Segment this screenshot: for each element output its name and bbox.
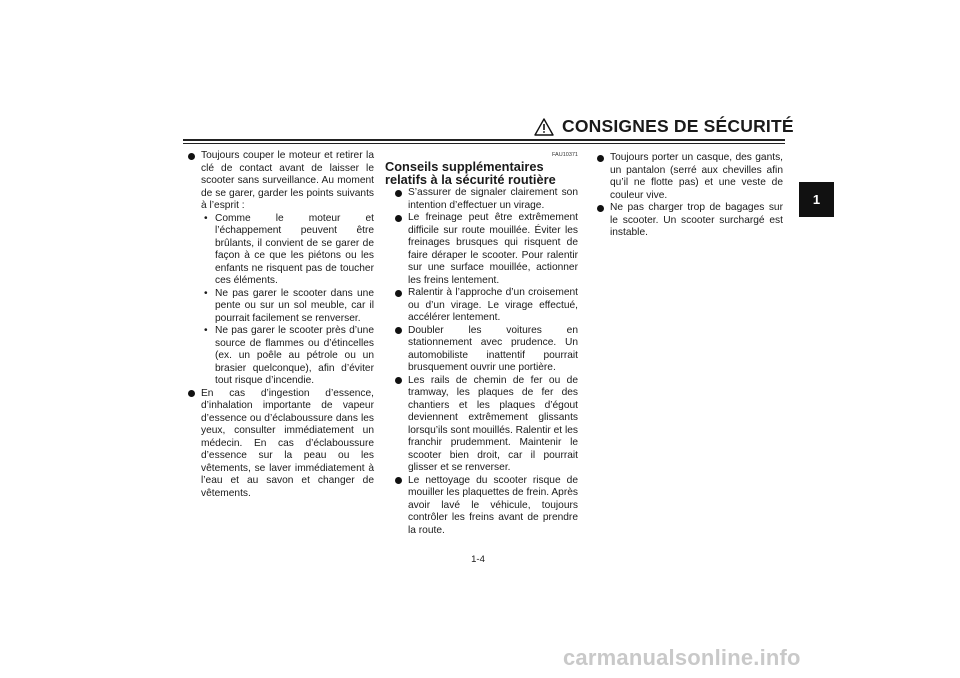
sub-bullet-text: Ne pas garer le scooter près d’une source de flammes ou d’étincelles (ex. un poêle au pétrole ou un brasier quelconque), afin d’éviter tout risque d’incendie. (215, 325, 374, 386)
bullet-text: Les rails de chemin de fer ou de tramway, les plaques de fer des chantiers et les plaques d’égout deviennent extrêmement glissants lorsqu’ils sont mouillés. Ralentir et les franchir prudemment. Maintenir le scooter bien droit, car il pourrait glisser et se renverser. (408, 374, 578, 473)
watermark: carmanualsonline.info (563, 645, 801, 670)
bullet-icon (597, 205, 604, 212)
bullet-text: En cas d’ingestion d’essence, d’inhalation importante de vapeur d’essence ou d’éclaboussure dans les yeux, consulter immédiatement un médecin. En cas d’éclaboussure d’essence sur la peau ou les vêtements, se laver immédiatement à l’eau et au savon et changer de vêtements. (201, 387, 374, 499)
page-title: CONSIGNES DE SÉCURITÉ (562, 116, 794, 136)
bullet-icon (395, 377, 402, 384)
bullet-icon (395, 190, 402, 197)
bullet-icon (395, 477, 402, 484)
header-rule-top (183, 139, 785, 141)
sub-bullet-icon: • (204, 212, 208, 224)
header-rule-bottom (183, 143, 785, 144)
bullet-item (395, 287, 578, 325)
bullet-text: Toujours couper le moteur et retirer la clé de contact avant de laisser le scooter sans surveillance. Au moment de se garer, garder les points suivants à l’esprit : (201, 150, 374, 211)
bullet-icon (395, 215, 402, 222)
bullet-item (395, 212, 578, 287)
bullet-item (597, 152, 783, 202)
bullet-item (395, 375, 578, 475)
bullet-icon (188, 390, 195, 397)
column-3 (597, 152, 783, 240)
bullet-icon (188, 153, 195, 160)
bullet-item (395, 187, 578, 212)
sub-bullet-text: Comme le moteur et l’échappement peuvent être brûlants, il convient de se garer de façon à ce que les piétons ou les enfants ne risquent pas de toucher ces éléments. (215, 212, 374, 286)
sub-bullet-item (188, 288, 374, 326)
chapter-tab: 1 (799, 182, 834, 217)
column-1 (188, 150, 374, 500)
bullet-item (188, 388, 374, 501)
bullet-item (395, 325, 578, 375)
bullet-icon (395, 290, 402, 297)
warning-triangle-icon (534, 118, 554, 136)
bullet-text: S’assurer de signaler clairement son intention d’effectuer un virage. (408, 187, 578, 211)
page-number: 1-4 (471, 554, 485, 565)
section-heading: Conseils supplémentaires relatifs à la sécurité routière (385, 159, 556, 187)
bullet-text: Ne pas charger trop de bagages sur le scooter. Un scooter surchargé est instable. (610, 202, 783, 238)
sub-bullet-icon: • (204, 325, 208, 336)
bullet-text: Le nettoyage du scooter risque de mouiller les plaquettes de frein. Après avoir lavé le véhicule, toujours contrôler les freins avant de prendre la route. (408, 474, 578, 536)
bullet-icon (597, 155, 604, 162)
bullet-item (188, 150, 374, 213)
column-2 (385, 152, 578, 537)
reference-code: FAU10371 (552, 152, 578, 158)
bullet-text: Doubler les voitures en stationnement avec prudence. Un automobiliste inattentif pourrait brusquement ouvrir une portière. (408, 324, 578, 373)
sub-bullet-text: Ne pas garer le scooter dans une pente ou sur un sol meuble, car il pourrait facilement se renverser. (215, 287, 374, 324)
bullet-item (395, 475, 578, 538)
bullet-text: Le freinage peut être extrêmement difficile sur route mouillée. Éviter les freinages brusques qui risquent de faire déraper le scooter. Pour ralentir sur une surface mouillée, actionner les freins lentement. (408, 212, 578, 286)
sub-bullet-icon: • (204, 287, 208, 299)
bullet-icon (395, 327, 402, 334)
sub-bullet-item (188, 213, 374, 288)
bullet-item (597, 202, 783, 240)
sub-bullet-item (188, 325, 374, 388)
bullet-text: Ralentir à l’approche d’un croisement ou d’un virage. Le virage effectué, accélérer lentement. (408, 287, 578, 323)
page-header (520, 116, 794, 140)
bullet-text: Toujours porter un casque, des gants, un pantalon (serré aux chevilles afin qu’il ne flotte pas) et une veste de couleur vive. (610, 152, 783, 201)
